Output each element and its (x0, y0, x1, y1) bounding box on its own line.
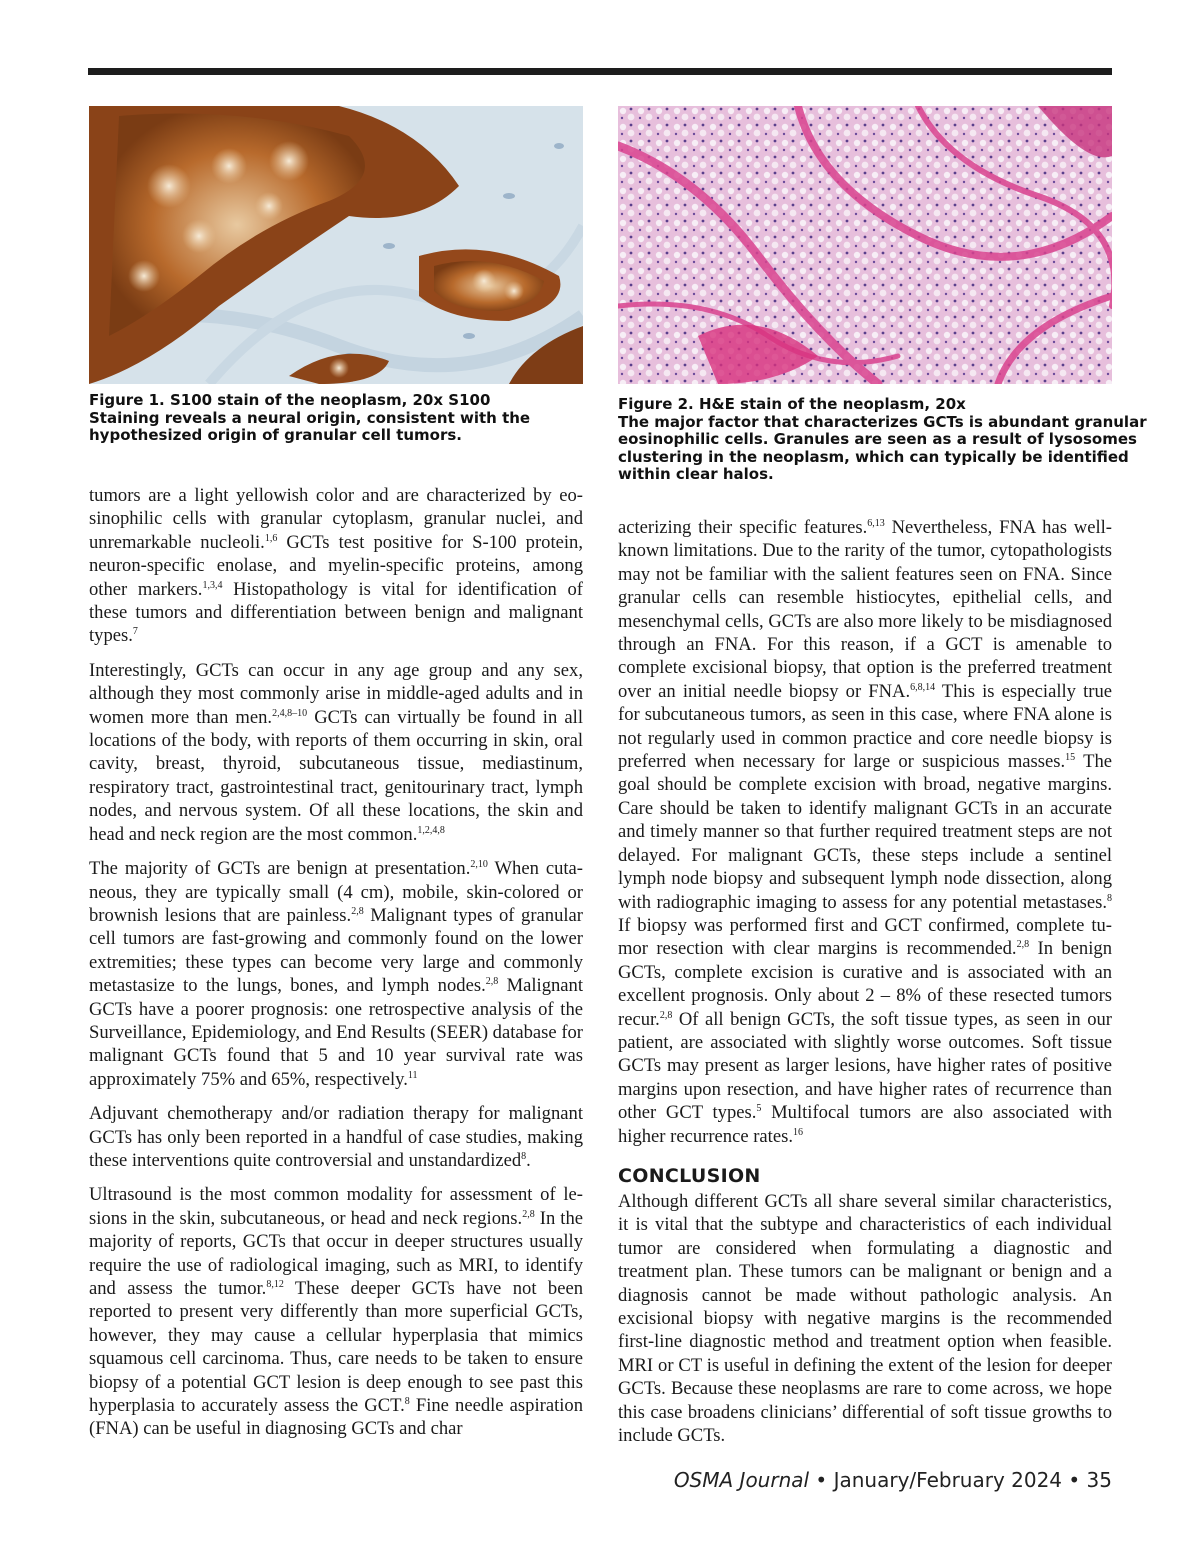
text-run: . (526, 1149, 531, 1171)
journal-name: OSMA Journal (673, 1468, 810, 1492)
text-run: In the majority of reports, GCTs that occur in deeper structures usually require the use of radiological imaging, such as MRI, to identify and assess the tumor. (89, 1207, 583, 1299)
body-paragraph (89, 857, 583, 1091)
text-run: GCTs can virtually be found in all locations of the body, with reports of them occurring in skin, oral cavity, breast, thyroid, subcutaneous tissue, mediastinum, respiratory tract, gastrointestinal tract, genitourinary tract, lymph nodes, and nervous system. Of all these locations, the skin and head and neck region are the most common. (89, 706, 583, 845)
text-run: Malignant GCTs have a poorer prognosis: one retrospective analysis of the Surveillance, Epidemiology, and End Results (SEER) database for malignant GCTs found that 5 and 10 year survival rate was approximately 75% and 65%, respectively. (89, 975, 583, 1090)
body-paragraph (618, 516, 1112, 1148)
citation-superscript: 6,13 (867, 518, 885, 529)
citation-superscript: 8 (1107, 892, 1112, 904)
text-run: Malignant types of granular cell tumors are fast-growing and commonly found on the lower extremities; these types can become very large and commonly metastasize to the lungs, bones, and lymph nodes. (89, 904, 583, 997)
citation-superscript: 8 (404, 1396, 410, 1408)
body-column-left (89, 484, 583, 1452)
citation-superscript: 2,8 (1016, 939, 1030, 951)
text-run: These deeper GCTs have not been reported to present very differently than more superficial GCTs, however, they may cause a cellular hyperplasia that mimics squamous cell carcinoma. Thus, care needs to be taken to ensure biopsy of a potential GCT lesion is deep enough to see past this hyperplasia to accurately assess the GCT. (89, 1278, 584, 1417)
body-paragraph (89, 659, 583, 846)
text-run: The majority of GCTs are benign at presentation. (89, 858, 471, 880)
figure-1-caption (89, 392, 589, 445)
top-rule (88, 68, 1112, 75)
text-run: Histopathology is vital for identification of these tumors and differentiation between benign and malignant types. (89, 578, 583, 647)
citation-superscript: 2,8 (485, 976, 499, 988)
citation-superscript: 2,10 (470, 859, 488, 871)
text-run: In benign GCTs, complete excision is curative and is associated with an excellent prognosis. Only about 2 – 8% of these resected tumors recur. (618, 938, 1112, 1030)
citation-superscript: 16 (792, 1126, 803, 1138)
figure-1-caption-line: Staining reveals a neural origin, consistent with the (89, 408, 531, 427)
citation-superscript: 6,8,14 (910, 681, 936, 693)
text-run: If biopsy was performed first and GCT confirmed, complete tumor resection with clear margins is recommended. (618, 914, 1112, 960)
text-run: Interestingly, GCTs can occur in any age group and any sex, although they most commonly arise in middle-aged adults and in women more than men. (89, 659, 583, 728)
citation-superscript: 8 (521, 1150, 527, 1162)
text-run: Ultrasound is the most common modality for assessment of lesions in the skin, subcutaneous, or head and neck regions. (89, 1184, 583, 1229)
figure-2-caption-line: eosinophilic cells. Granules are seen as a result of lysosomes (618, 430, 1137, 448)
text-run: GCTs test positive for S-100 protein, neuron-specific enolase, and myelin-specific proteins, among other markers. (89, 531, 583, 600)
conclusion-paragraph: Although different GCTs all share several similar characteristics, it is vital that the subtype and characteristics of each individual tumor are considered when formulating a diagnostic and treatment plan. These tumors can be malignant or benign and a diagnosis cannot be made without pathologic analysis. An excisional biopsy with negative margins is the recommended first-line diagnostic method and treatment option when feasible. MRI or CT is useful in defining the extent of the lesion for deeper GCTs. Because these neoplasms are rare to come across, we hope this case broadens clinicians’ differential of soft tissue growths to include GCTs. (618, 1191, 1112, 1447)
footer-separator: • (809, 1468, 834, 1492)
conclusion-section (618, 1148, 1112, 1447)
citation-superscript: 15 (1065, 752, 1076, 764)
journal-issue: January/February 2024 (833, 1468, 1063, 1492)
citation-superscript: 2,8 (659, 1009, 673, 1021)
page-footer (674, 1468, 1112, 1492)
figure-2-caption-line: The major factor that characterizes GCTs is abundant granular (618, 412, 1147, 431)
text-run: When cutaneous, they are typically small (4 cm), mobile, skin-colored or brownish lesions that are painless. (89, 858, 583, 926)
figure-1-image (89, 106, 583, 384)
figure-2-caption-line: clustering in the neoplasm, which can typically be identified (618, 447, 1129, 466)
text-run: Fine needle aspiration (FNA) can be useful in diagnosing GCTs and char (89, 1395, 583, 1440)
body-paragraph (89, 1102, 583, 1172)
figure-1-caption-title: Figure 1. S100 stain of the neoplasm, 20x S100 (89, 391, 491, 409)
citation-superscript: 5 (756, 1103, 762, 1115)
body-paragraph (89, 1183, 583, 1440)
page-number: 35 (1086, 1468, 1112, 1492)
citation-superscript: 1,6 (264, 532, 278, 544)
citation-superscript: 1,3,4 (202, 579, 223, 591)
citation-superscript: 2,8 (522, 1208, 535, 1220)
citation-superscript: 2,4,8–10 (272, 707, 308, 719)
body-column-right (618, 516, 1112, 1159)
figure-2-caption-line: within clear halos. (618, 465, 774, 483)
text-run: The goal should be complete excision with broad, negative margins. Care should be taken to identify malignant GCTs in an accurate and timely manner so that further required treatment steps are not delayed. For malignant GCTs, these steps include a sentinel lymph node biopsy and subsequent lymph node dissection, along with radiographic imaging to assess for any potential metastases. (618, 751, 1112, 913)
text-run: Multifocal tumors are also associated with higher recurrence rates. (618, 1102, 1112, 1147)
text-run: tumors are a light yellowish color and are characterized by eosinophilic cells with granular cytoplasm, granular nuclei, and unremarkable nucleoli. (89, 485, 583, 553)
citation-superscript: 1,2,4,8 (417, 824, 445, 836)
figure-2-caption (618, 395, 1147, 484)
conclusion-heading: CONCLUSION (618, 1165, 761, 1187)
citation-superscript: 11 (407, 1069, 418, 1081)
body-paragraph (89, 484, 583, 648)
figure-2-caption-title: Figure 2. H&E stain of the neoplasm, 20x (618, 395, 966, 413)
figure-2-image (618, 106, 1112, 384)
text-run: Nevertheless, FNA has well-known limitations. Due to the rarity of the tumor, cytopathologists may not be familiar with the salient features seen on FNA. Since granular cells can resemble histiocytes, epithelial cells, and mesenchymal cells, GCTs are also more likely to be misdiagnosed through an FNA. For this reason, if a GCT is amenable to complete excisional biopsy, that option is the preferred treatment over an initial needle biopsy or FNA. (618, 517, 1112, 702)
text-run: This is especially true for subcutaneous tumors, as seen in this case, where FNA alone is not regularly used in common practice and core needle biopsy is preferred when necessary for large or suspicious masses. (618, 680, 1112, 773)
citation-superscript: 8,12 (266, 1279, 284, 1290)
footer-separator: • (1062, 1468, 1087, 1492)
text-run: Adjuvant chemotherapy and/or radiation therapy for malignant GCTs has only been reported in a handful of case studies, making these interventions quite controversial and unstandardized (89, 1103, 583, 1171)
citation-superscript: 7 (132, 626, 138, 638)
text-run: Of all benign GCTs, the soft tissue types, as seen in our patient, are associated with slightly worse outcomes. Soft tissue GCTs may present as larger lesions, have higher rates of positive margins upon resection, and have higher rates of recurrence than other GCT types. (618, 1008, 1112, 1124)
figure-1-caption-line: hypothesized origin of granular cell tumors. (89, 426, 463, 444)
citation-superscript: 2,8 (351, 905, 364, 917)
text-run: acterizing their specific features. (618, 517, 868, 538)
